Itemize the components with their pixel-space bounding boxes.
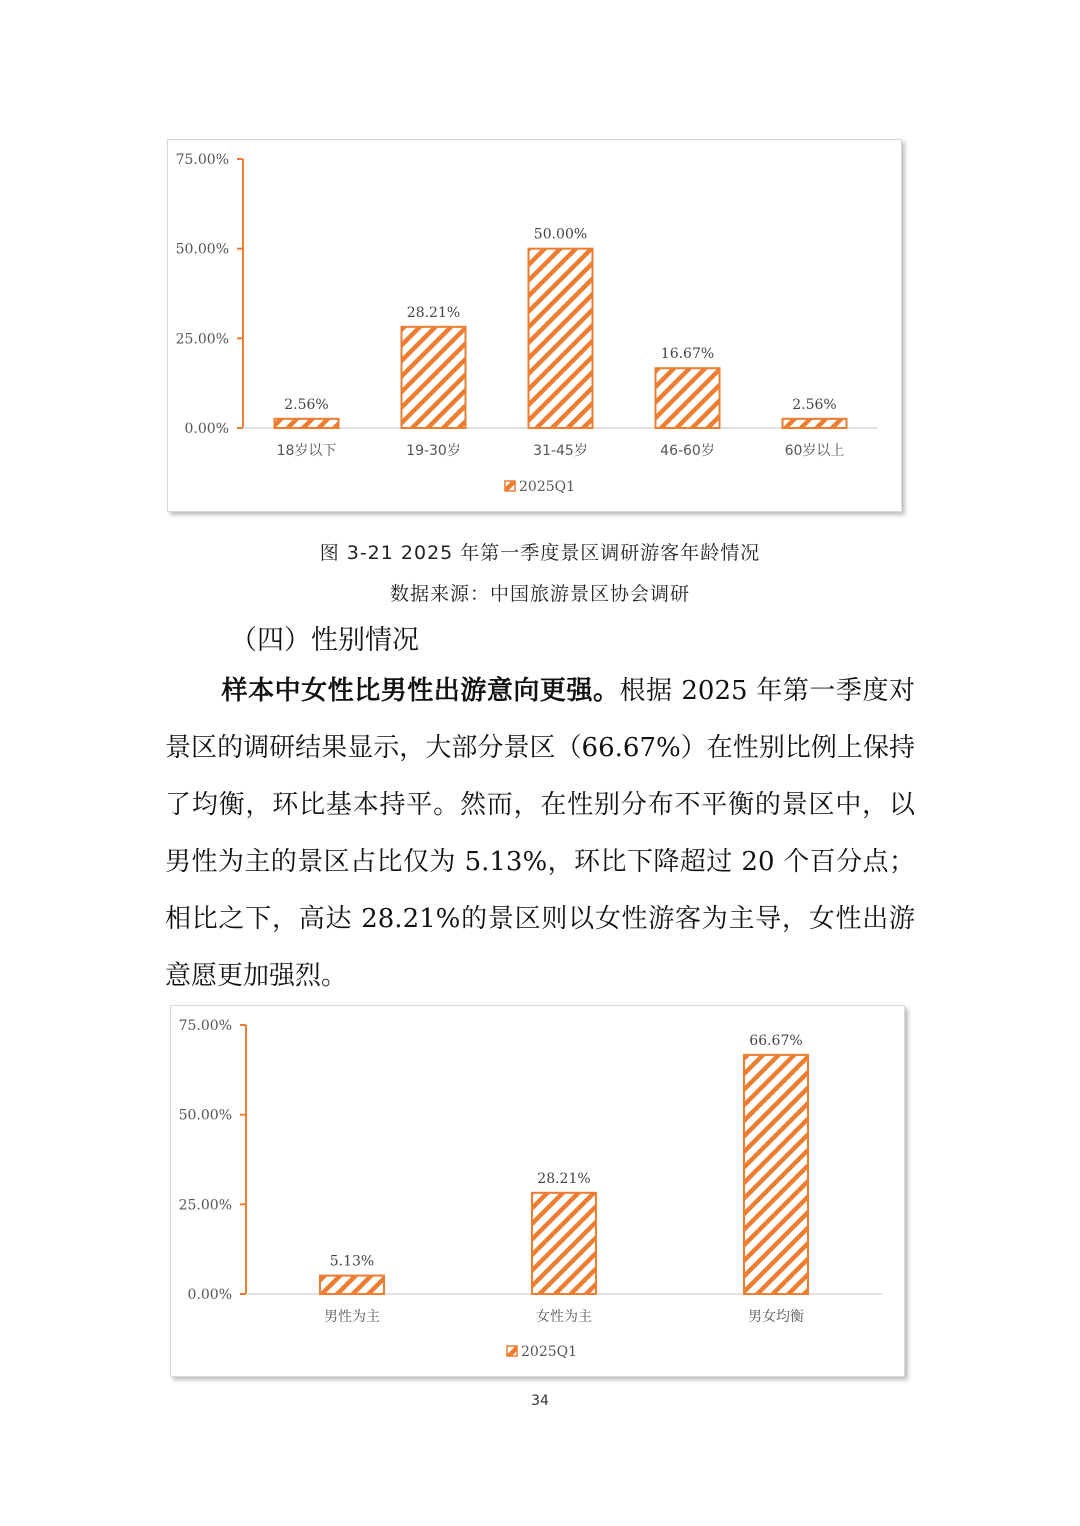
legend-label: 2025Q1 <box>519 479 576 495</box>
bar <box>783 419 847 428</box>
bar <box>532 1193 596 1294</box>
data-label: 50.00% <box>533 226 588 243</box>
category-label: 18岁以下 <box>276 443 337 459</box>
y-tick-label: 0.00% <box>187 1287 232 1303</box>
y-tick-label: 75.00% <box>178 1018 232 1034</box>
y-tick-label: 0.00% <box>184 421 229 437</box>
category-label: 女性为主 <box>536 1309 592 1325</box>
gender-chart-svg <box>171 1006 904 1376</box>
category-label: 19-30岁 <box>406 443 461 459</box>
bar <box>656 368 720 428</box>
y-tick-label: 50.00% <box>175 241 229 258</box>
figure-caption: 图 3-21 2025 年第一季度景区调研游客年龄情况 <box>319 542 761 564</box>
bar <box>320 1276 384 1294</box>
legend-swatch <box>507 1346 517 1356</box>
bar <box>402 327 466 428</box>
figure-source: 数据来源：中国旅游景区协会调研 <box>389 583 690 605</box>
category-label: 男女均衡 <box>748 1309 804 1325</box>
data-label: 28.21% <box>537 1170 591 1187</box>
body-paragraph <box>165 663 915 1005</box>
data-label: 2.56% <box>284 396 329 413</box>
category-label: 31-45岁 <box>533 443 588 459</box>
gender-chart <box>170 1005 905 1377</box>
data-label: 16.67% <box>660 346 715 363</box>
y-tick-label: 75.00% <box>175 152 229 168</box>
bar <box>744 1055 808 1294</box>
data-label: 2.56% <box>792 396 837 413</box>
section-title: （四）性别情况 <box>230 625 419 656</box>
category-label: 男性为主 <box>324 1309 380 1325</box>
bar <box>529 249 593 428</box>
age-chart <box>167 139 902 512</box>
paragraph-text: 根据 2025 年第一季度对景区的调研结果显示，大部分景区（66.67%）在性别比例上保持了均衡，环比基本持平。然而，在性别分布不平衡的景区中，以男性为主的景区占比仅为 5.13%，环比下降超过 20 个百分点；相比之下，高达 28.21%的景区则以女性游客为主导，女性出游意愿更加强烈。 <box>165 676 915 991</box>
category-label: 60岁以上 <box>784 443 845 459</box>
legend-label: 2025Q1 <box>521 1344 578 1360</box>
legend-swatch <box>505 481 515 491</box>
category-label: 46-60岁 <box>660 443 715 459</box>
age-chart-svg <box>168 140 901 511</box>
data-label: 66.67% <box>749 1032 803 1049</box>
page-number: 34 <box>531 1393 549 1409</box>
bar <box>275 419 339 428</box>
y-tick-label: 25.00% <box>175 331 229 348</box>
y-tick-label: 50.00% <box>178 1107 232 1124</box>
data-label: 28.21% <box>406 304 461 321</box>
data-label: 5.13% <box>329 1253 375 1270</box>
y-tick-label: 25.00% <box>178 1197 232 1214</box>
paragraph-lead: 样本中女性比男性出游意向更强。 <box>221 676 620 706</box>
